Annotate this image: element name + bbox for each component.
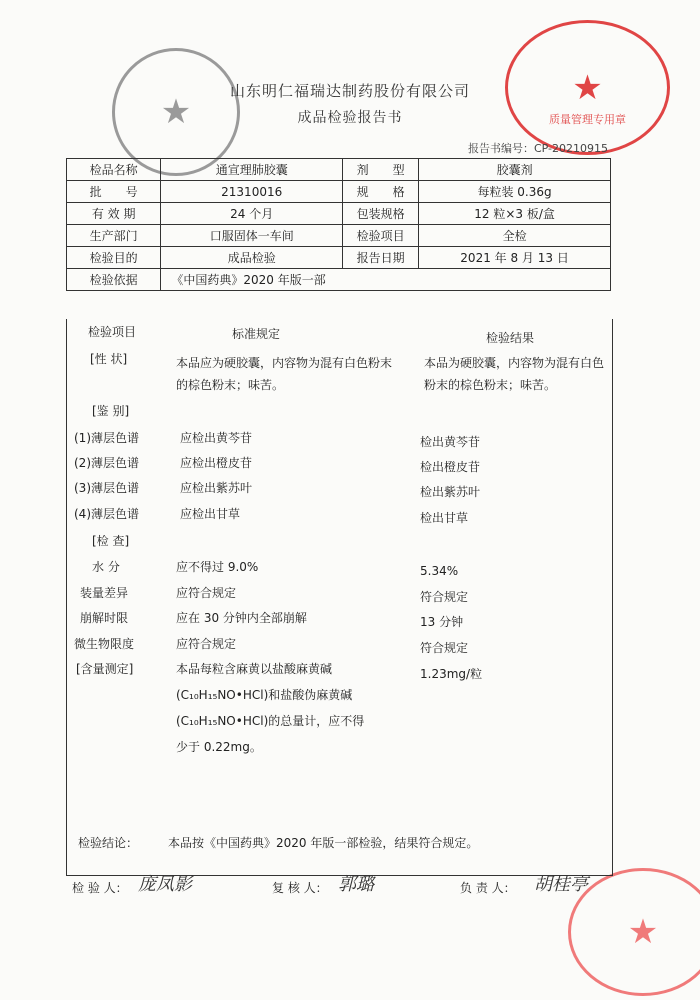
- check-result: 符合规定: [420, 641, 469, 655]
- character-label: [性 状]: [90, 352, 128, 366]
- info-label: 检验依据: [67, 269, 161, 291]
- info-value: 24 个月: [161, 203, 343, 225]
- info-label: 报告日期: [343, 247, 419, 269]
- identification-result: 检出黄芩苷: [420, 435, 481, 449]
- info-label: 检验目的: [67, 247, 161, 269]
- info-table: [66, 158, 611, 291]
- character-result: 本品为硬胶囊，内容物为混有白色粉末的棕色粉末；味苦。: [424, 356, 605, 392]
- assay-standard-line: (C₁₀H₁₅NO•HCl)的总量计，应不得: [176, 714, 365, 728]
- check-item: 装量差异: [80, 586, 129, 600]
- seal-sub-text: 质量管理专用章: [549, 113, 626, 126]
- check-item: 水 分: [92, 560, 120, 574]
- info-label: 有 效 期: [67, 203, 161, 225]
- info-value: 《中国药典》2020 年版一部: [161, 269, 611, 291]
- info-value: 通宣理肺胶囊: [161, 159, 343, 181]
- col-result-header: 检验结果: [486, 331, 535, 345]
- identification-standard: 应检出橙皮苷: [180, 456, 253, 470]
- responsible-label: 负 责 人：: [460, 881, 516, 895]
- check-standard: 应在 30 分钟内全部崩解: [176, 611, 307, 625]
- identification-item: (4)薄层色谱: [74, 507, 139, 521]
- conclusion-label: 检验结论：: [78, 836, 139, 850]
- info-row: [67, 247, 611, 269]
- info-label: 检验项目: [343, 225, 419, 247]
- col-standard-header: 标准规定: [232, 327, 281, 341]
- results-frame: [66, 319, 613, 876]
- identification-result: 检出紫苏叶: [420, 485, 481, 499]
- info-label: 批 号: [67, 181, 161, 203]
- report-number: 报告书编号：CP-20210915: [467, 142, 608, 155]
- info-label: 规 格: [343, 181, 419, 203]
- inspector-label: 检 验 人：: [72, 881, 128, 895]
- check-item: 崩解时限: [80, 611, 129, 625]
- info-row: [67, 225, 611, 247]
- assay-result: 1.23mg/粒: [420, 667, 483, 681]
- check-item: 微生物限度: [74, 637, 135, 651]
- assay-label: [含量测定]: [76, 662, 134, 676]
- info-row-basis: [67, 269, 611, 291]
- identification-standard: 应检出紫苏叶: [180, 481, 253, 495]
- identification-standard: 应检出甘草: [180, 507, 241, 521]
- seal-star-icon: ★: [627, 912, 659, 952]
- info-label: 剂 型: [343, 159, 419, 181]
- check-standard: 应符合规定: [176, 637, 237, 651]
- col-item-header: 检验项目: [88, 325, 137, 339]
- info-label: 检品名称: [67, 159, 161, 181]
- conclusion-text: 本品按《中国药典》2020 年版一部检验，结果符合规定。: [168, 836, 479, 850]
- document-title: 成品检验报告书: [297, 110, 403, 126]
- character-standard: 本品应为硬胶囊，内容物为混有白色粉末的棕色粉末；味苦。: [176, 356, 393, 392]
- info-value: 胶囊剂: [419, 159, 611, 181]
- info-value: 口服固体一车间: [161, 225, 343, 247]
- seal-star-icon: ★: [160, 92, 192, 132]
- reviewer-label: 复 核 人：: [272, 881, 328, 895]
- identification-result: 检出甘草: [420, 511, 469, 525]
- identification-label: [鉴 别]: [92, 404, 130, 418]
- info-value: 全检: [419, 225, 611, 247]
- company-name: 山东明仁福瑞达制药股份有限公司: [229, 82, 470, 100]
- check-standard: 应不得过 9.0%: [176, 560, 259, 574]
- identification-item: (2)薄层色谱: [74, 456, 139, 470]
- assay-standard-line: 本品每粒含麻黄以盐酸麻黄碱: [176, 662, 333, 676]
- identification-result: 检出橙皮苷: [420, 460, 481, 474]
- reviewer-signature: 郭璐: [338, 874, 374, 895]
- assay-standard-line: (C₁₀H₁₅NO•HCl)和盐酸伪麻黄碱: [176, 688, 353, 702]
- check-result: 5.34%: [420, 564, 459, 578]
- info-row: [67, 159, 611, 181]
- info-label: 生产部门: [67, 225, 161, 247]
- info-value: 12 粒×3 板/盒: [419, 203, 611, 225]
- info-row: [67, 203, 611, 225]
- inspector-signature: 庞凤影: [138, 874, 192, 895]
- check-label: [检 查]: [92, 534, 130, 548]
- identification-item: (1)薄层色谱: [74, 431, 139, 445]
- identification-item: (3)薄层色谱: [74, 481, 139, 495]
- info-value: 21310016: [161, 181, 343, 203]
- check-result: 13 分钟: [420, 615, 464, 629]
- check-standard: 应符合规定: [176, 586, 237, 600]
- responsible-signature: 胡桂亭: [534, 874, 588, 895]
- seal-star-icon: ★: [572, 67, 603, 108]
- assay-standard-line: 少于 0.22mg。: [176, 740, 262, 754]
- check-result: 符合规定: [420, 590, 469, 604]
- identification-standard: 应检出黄芩苷: [180, 431, 253, 445]
- info-value: 2021 年 8 月 13 日: [419, 247, 611, 269]
- info-label: 包装规格: [343, 203, 419, 225]
- info-value: 每粒装 0.36g: [419, 181, 611, 203]
- info-value: 成品检验: [161, 247, 343, 269]
- info-row: [67, 181, 611, 203]
